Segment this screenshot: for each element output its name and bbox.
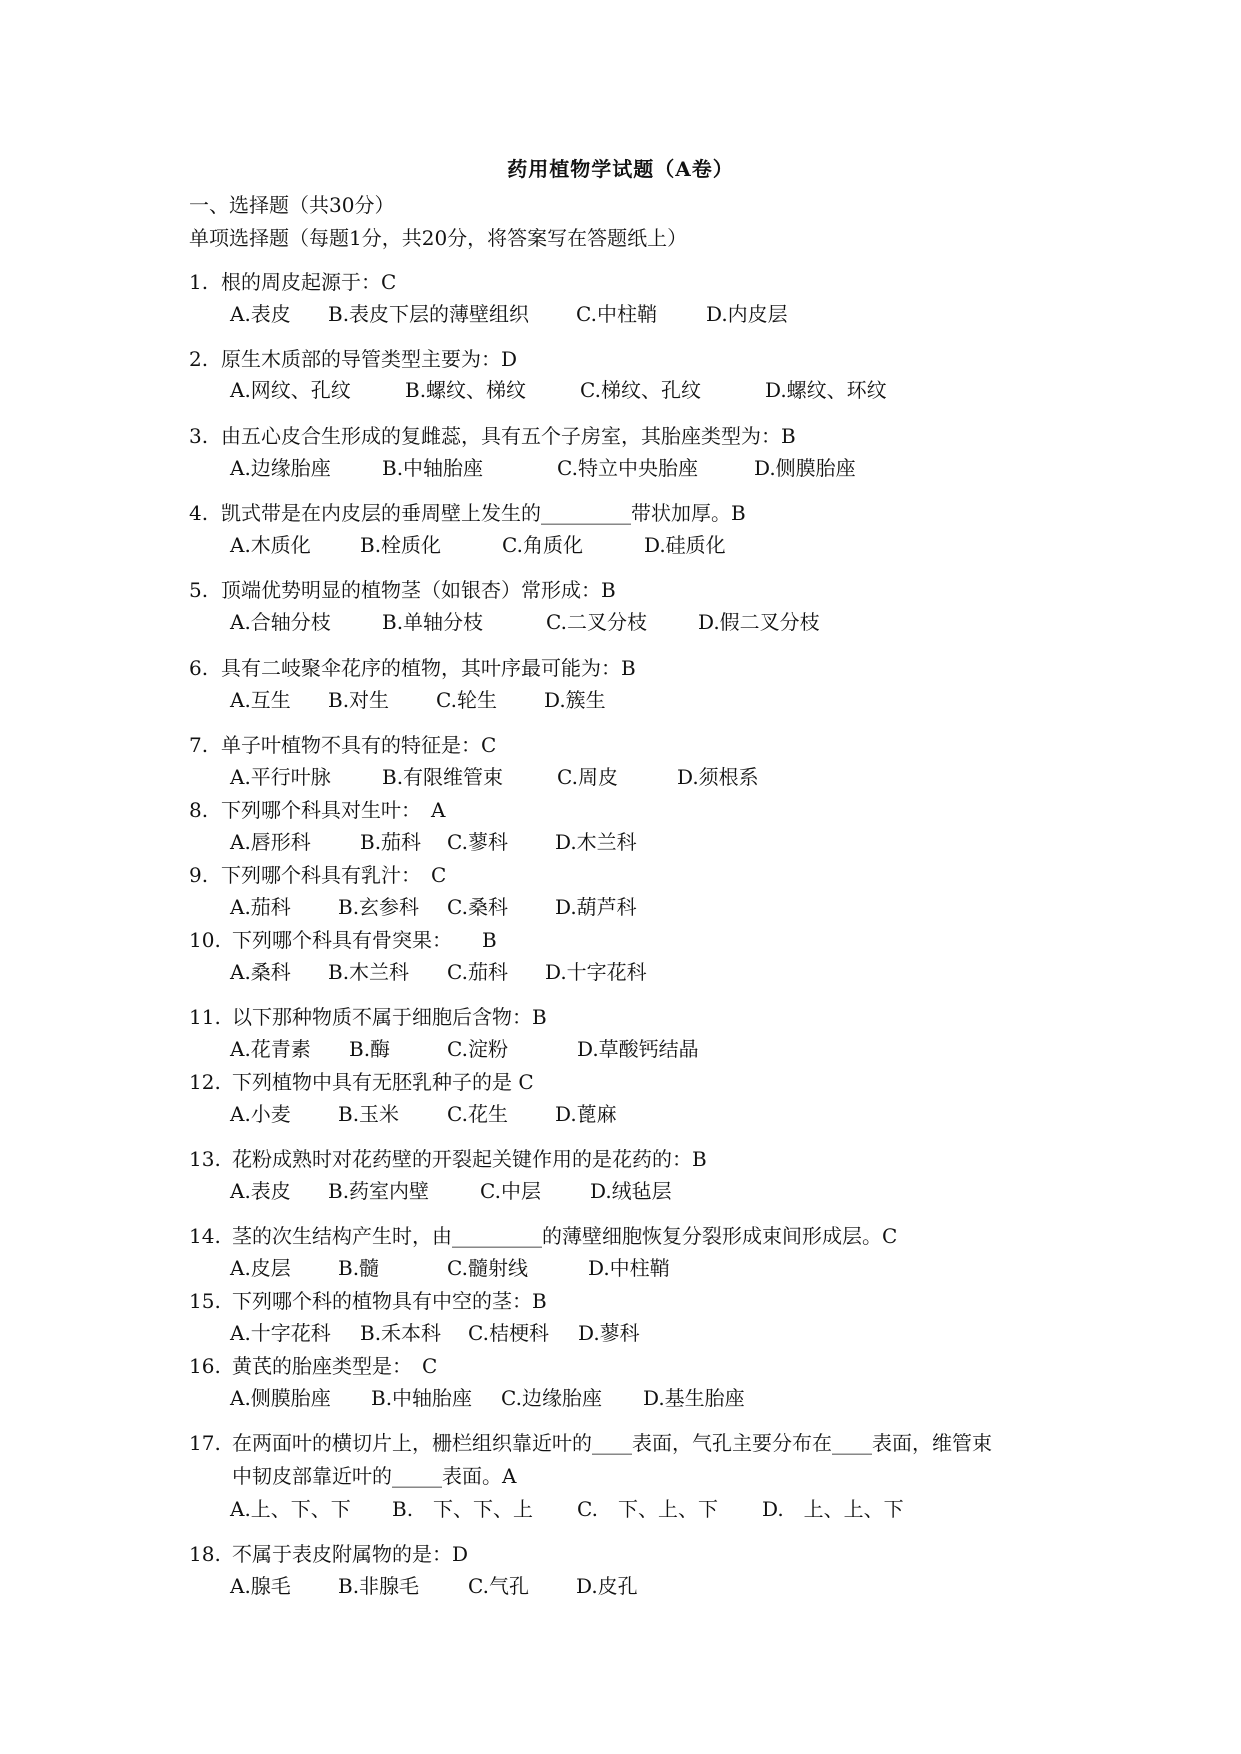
question-text: 不属于表皮附属物的是：D (232, 1542, 469, 1566)
question-16 (189, 1350, 437, 1379)
option-c: C.桑科 (447, 895, 508, 919)
option-a: A.互生 (230, 688, 291, 712)
question-5 (189, 574, 616, 603)
option-b: B.禾本科 (360, 1321, 442, 1345)
question-2-options (230, 374, 887, 403)
question-text: 下列哪个科具有骨突果： B (232, 928, 497, 952)
option-d: D.绒毡层 (590, 1179, 672, 1203)
option-c: C.花生 (447, 1102, 508, 1126)
option-b: B.非腺毛 (338, 1574, 420, 1598)
section-subheading: 单项选择题（每题1分，共20分，将答案写在答题纸上） (189, 226, 688, 250)
option-c: C.气孔 (468, 1574, 529, 1598)
question-17 (189, 1427, 992, 1456)
option-b: B.髓 (338, 1256, 380, 1280)
question-text: 根的周皮起源于：C (221, 270, 397, 294)
question-number: 17. (189, 1431, 221, 1455)
question-17-options (230, 1493, 904, 1522)
question-number: 14. (189, 1224, 221, 1248)
option-d: D.草酸钙结晶 (577, 1037, 699, 1061)
question-text: 凯式带是在内皮层的垂周壁上发生的_________带状加厚。B (221, 501, 746, 525)
question-text: 花粉成熟时对花药壁的开裂起关键作用的是花药的：B (232, 1147, 707, 1171)
question-number: 10. (189, 928, 221, 952)
option-b: B.螺纹、梯纹 (405, 378, 527, 402)
question-18-options (230, 1570, 638, 1599)
option-b: B.茄科 (360, 830, 422, 854)
question-number: 6. (189, 656, 209, 680)
question-7-options (230, 761, 759, 790)
question-11 (189, 1001, 547, 1030)
option-a: A.桑科 (230, 960, 291, 984)
page-title: 药用植物学试题（A卷） (507, 157, 734, 181)
option-b: B.药室内壁 (328, 1179, 430, 1203)
option-c: C.角质化 (502, 533, 583, 557)
question-11-options (230, 1033, 699, 1062)
question-16-options (230, 1382, 745, 1411)
question-number: 12. (189, 1070, 221, 1094)
option-a: A.小麦 (230, 1102, 291, 1126)
question-4-options (230, 529, 726, 558)
question-15-options (230, 1317, 640, 1346)
option-c: C.边缘胎座 (501, 1386, 602, 1410)
option-b: B.单轴分枝 (382, 610, 484, 634)
question-number: 13. (189, 1147, 221, 1171)
question-text: 下列哪个科的植物具有中空的茎：B (232, 1289, 547, 1313)
question-number: 11. (189, 1005, 221, 1029)
option-c: C.轮生 (436, 688, 497, 712)
question-13-options (230, 1175, 672, 1204)
question-17-continuation: 中韧皮部靠近叶的_____表面。A (232, 1464, 517, 1488)
option-c: C.特立中央胎座 (557, 456, 698, 480)
question-14-options (230, 1252, 670, 1281)
option-c: C.中层 (480, 1179, 541, 1203)
question-number: 1. (189, 270, 209, 294)
question-3-options (230, 452, 856, 481)
question-15 (189, 1285, 547, 1314)
question-12 (189, 1066, 534, 1095)
option-d: D.螺纹、环纹 (765, 378, 887, 402)
question-text: 单子叶植物不具有的特征是：C (221, 733, 497, 757)
question-text: 下列哪个科具有乳汁： C (221, 863, 447, 887)
section-heading: 一、选择题（共30分） (189, 193, 395, 217)
option-d: D.葫芦科 (555, 895, 637, 919)
question-number: 4. (189, 501, 209, 525)
question-text: 在两面叶的横切片上，栅栏组织靠近叶的____表面，气孔主要分布在____表面，维管束 (232, 1431, 992, 1455)
option-b: B.木兰科 (328, 960, 410, 984)
option-d: D.木兰科 (555, 830, 637, 854)
option-c: C. 下、上、下 (577, 1497, 718, 1521)
question-number: 8. (189, 798, 209, 822)
option-d: D.侧膜胎座 (754, 456, 856, 480)
question-6-options (230, 684, 606, 713)
question-number: 9. (189, 863, 209, 887)
option-c: C.淀粉 (447, 1037, 508, 1061)
option-a: A.表皮 (230, 302, 291, 326)
option-d: D.皮孔 (576, 1574, 638, 1598)
question-text: 茎的次生结构产生时，由_________的薄壁细胞恢复分裂形成束间形成层。C (232, 1224, 898, 1248)
question-9 (189, 859, 446, 888)
question-number: 2. (189, 347, 209, 371)
question-14 (189, 1220, 897, 1249)
question-number: 7. (189, 733, 209, 757)
question-6 (189, 652, 636, 681)
question-text: 顶端优势明显的植物茎（如银杏）常形成：B (221, 578, 616, 602)
option-a: A.皮层 (230, 1256, 291, 1280)
question-8-options (230, 826, 637, 855)
option-d: D.蓖麻 (555, 1102, 617, 1126)
question-12-options (230, 1098, 617, 1127)
question-4 (189, 497, 746, 526)
option-d: D.须根系 (677, 765, 759, 789)
option-a: A.网纹、孔纹 (230, 378, 351, 402)
question-text: 原生木质部的导管类型主要为：D (221, 347, 518, 371)
question-1 (189, 266, 396, 295)
option-a: A.边缘胎座 (230, 456, 331, 480)
question-number: 15. (189, 1289, 221, 1313)
question-10 (189, 924, 497, 953)
option-a: A.腺毛 (230, 1574, 291, 1598)
option-b: B.有限维管束 (382, 765, 504, 789)
option-c: C.中柱鞘 (576, 302, 657, 326)
question-text: 下列植物中具有无胚乳种子的是 C (232, 1070, 534, 1094)
option-c: C.二叉分枝 (546, 610, 647, 634)
option-d: D.内皮层 (706, 302, 788, 326)
option-a: A.唇形科 (230, 830, 311, 854)
question-1-options (230, 298, 788, 327)
option-d: D.硅质化 (644, 533, 726, 557)
option-c: C.髓射线 (447, 1256, 528, 1280)
question-text: 由五心皮合生形成的复雌蕊，具有五个子房室，其胎座类型为：B (221, 424, 796, 448)
option-b: B.中轴胎座 (371, 1386, 473, 1410)
option-c: C.周皮 (557, 765, 618, 789)
question-number: 5. (189, 578, 209, 602)
question-number: 18. (189, 1542, 221, 1566)
option-a: A.平行叶脉 (230, 765, 331, 789)
option-d: D.蓼科 (578, 1321, 640, 1345)
question-text: 黄芪的胎座类型是： C (232, 1354, 438, 1378)
option-a: A.木质化 (230, 533, 311, 557)
option-b: B.栓质化 (360, 533, 442, 557)
option-a: A.花青素 (230, 1037, 311, 1061)
option-d: D.假二叉分枝 (698, 610, 820, 634)
option-c: C.茄科 (447, 960, 508, 984)
option-a: A.上、下、下 (230, 1497, 351, 1521)
question-text: 下列哪个科具对生叶： A (221, 798, 446, 822)
question-3 (189, 420, 796, 449)
option-d: D. 上、上、下 (762, 1497, 904, 1521)
question-number: 3. (189, 424, 209, 448)
question-18 (189, 1538, 468, 1567)
option-a: A.表皮 (230, 1179, 291, 1203)
option-d: D.基生胎座 (643, 1386, 745, 1410)
question-10-options (230, 956, 647, 985)
question-number: 16. (189, 1354, 221, 1378)
question-9-options (230, 891, 637, 920)
option-c: C.蓼科 (447, 830, 508, 854)
option-b: B.对生 (328, 688, 390, 712)
option-b: B.酶 (349, 1037, 391, 1061)
option-a: A.茄科 (230, 895, 291, 919)
option-a: A.合轴分枝 (230, 610, 331, 634)
option-c: C.桔梗科 (468, 1321, 549, 1345)
option-d: D.十字花科 (545, 960, 647, 984)
option-b: B.中轴胎座 (382, 456, 484, 480)
option-b: B.玉米 (338, 1102, 400, 1126)
question-7 (189, 729, 496, 758)
question-5-options (230, 606, 820, 635)
option-a: A.十字花科 (230, 1321, 331, 1345)
option-b: B.表皮下层的薄壁组织 (328, 302, 530, 326)
option-d: D.中柱鞘 (588, 1256, 670, 1280)
option-c: C.梯纹、孔纹 (580, 378, 701, 402)
question-13 (189, 1143, 707, 1172)
option-b: B.玄参科 (338, 895, 420, 919)
question-text: 具有二岐聚伞花序的植物，其叶序最可能为：B (221, 656, 636, 680)
option-b: B. 下、下、上 (392, 1497, 534, 1521)
option-a: A.侧膜胎座 (230, 1386, 331, 1410)
question-text: 以下那种物质不属于细胞后含物：B (232, 1005, 547, 1029)
option-d: D.簇生 (544, 688, 606, 712)
question-2 (189, 343, 517, 372)
question-8 (189, 794, 445, 823)
